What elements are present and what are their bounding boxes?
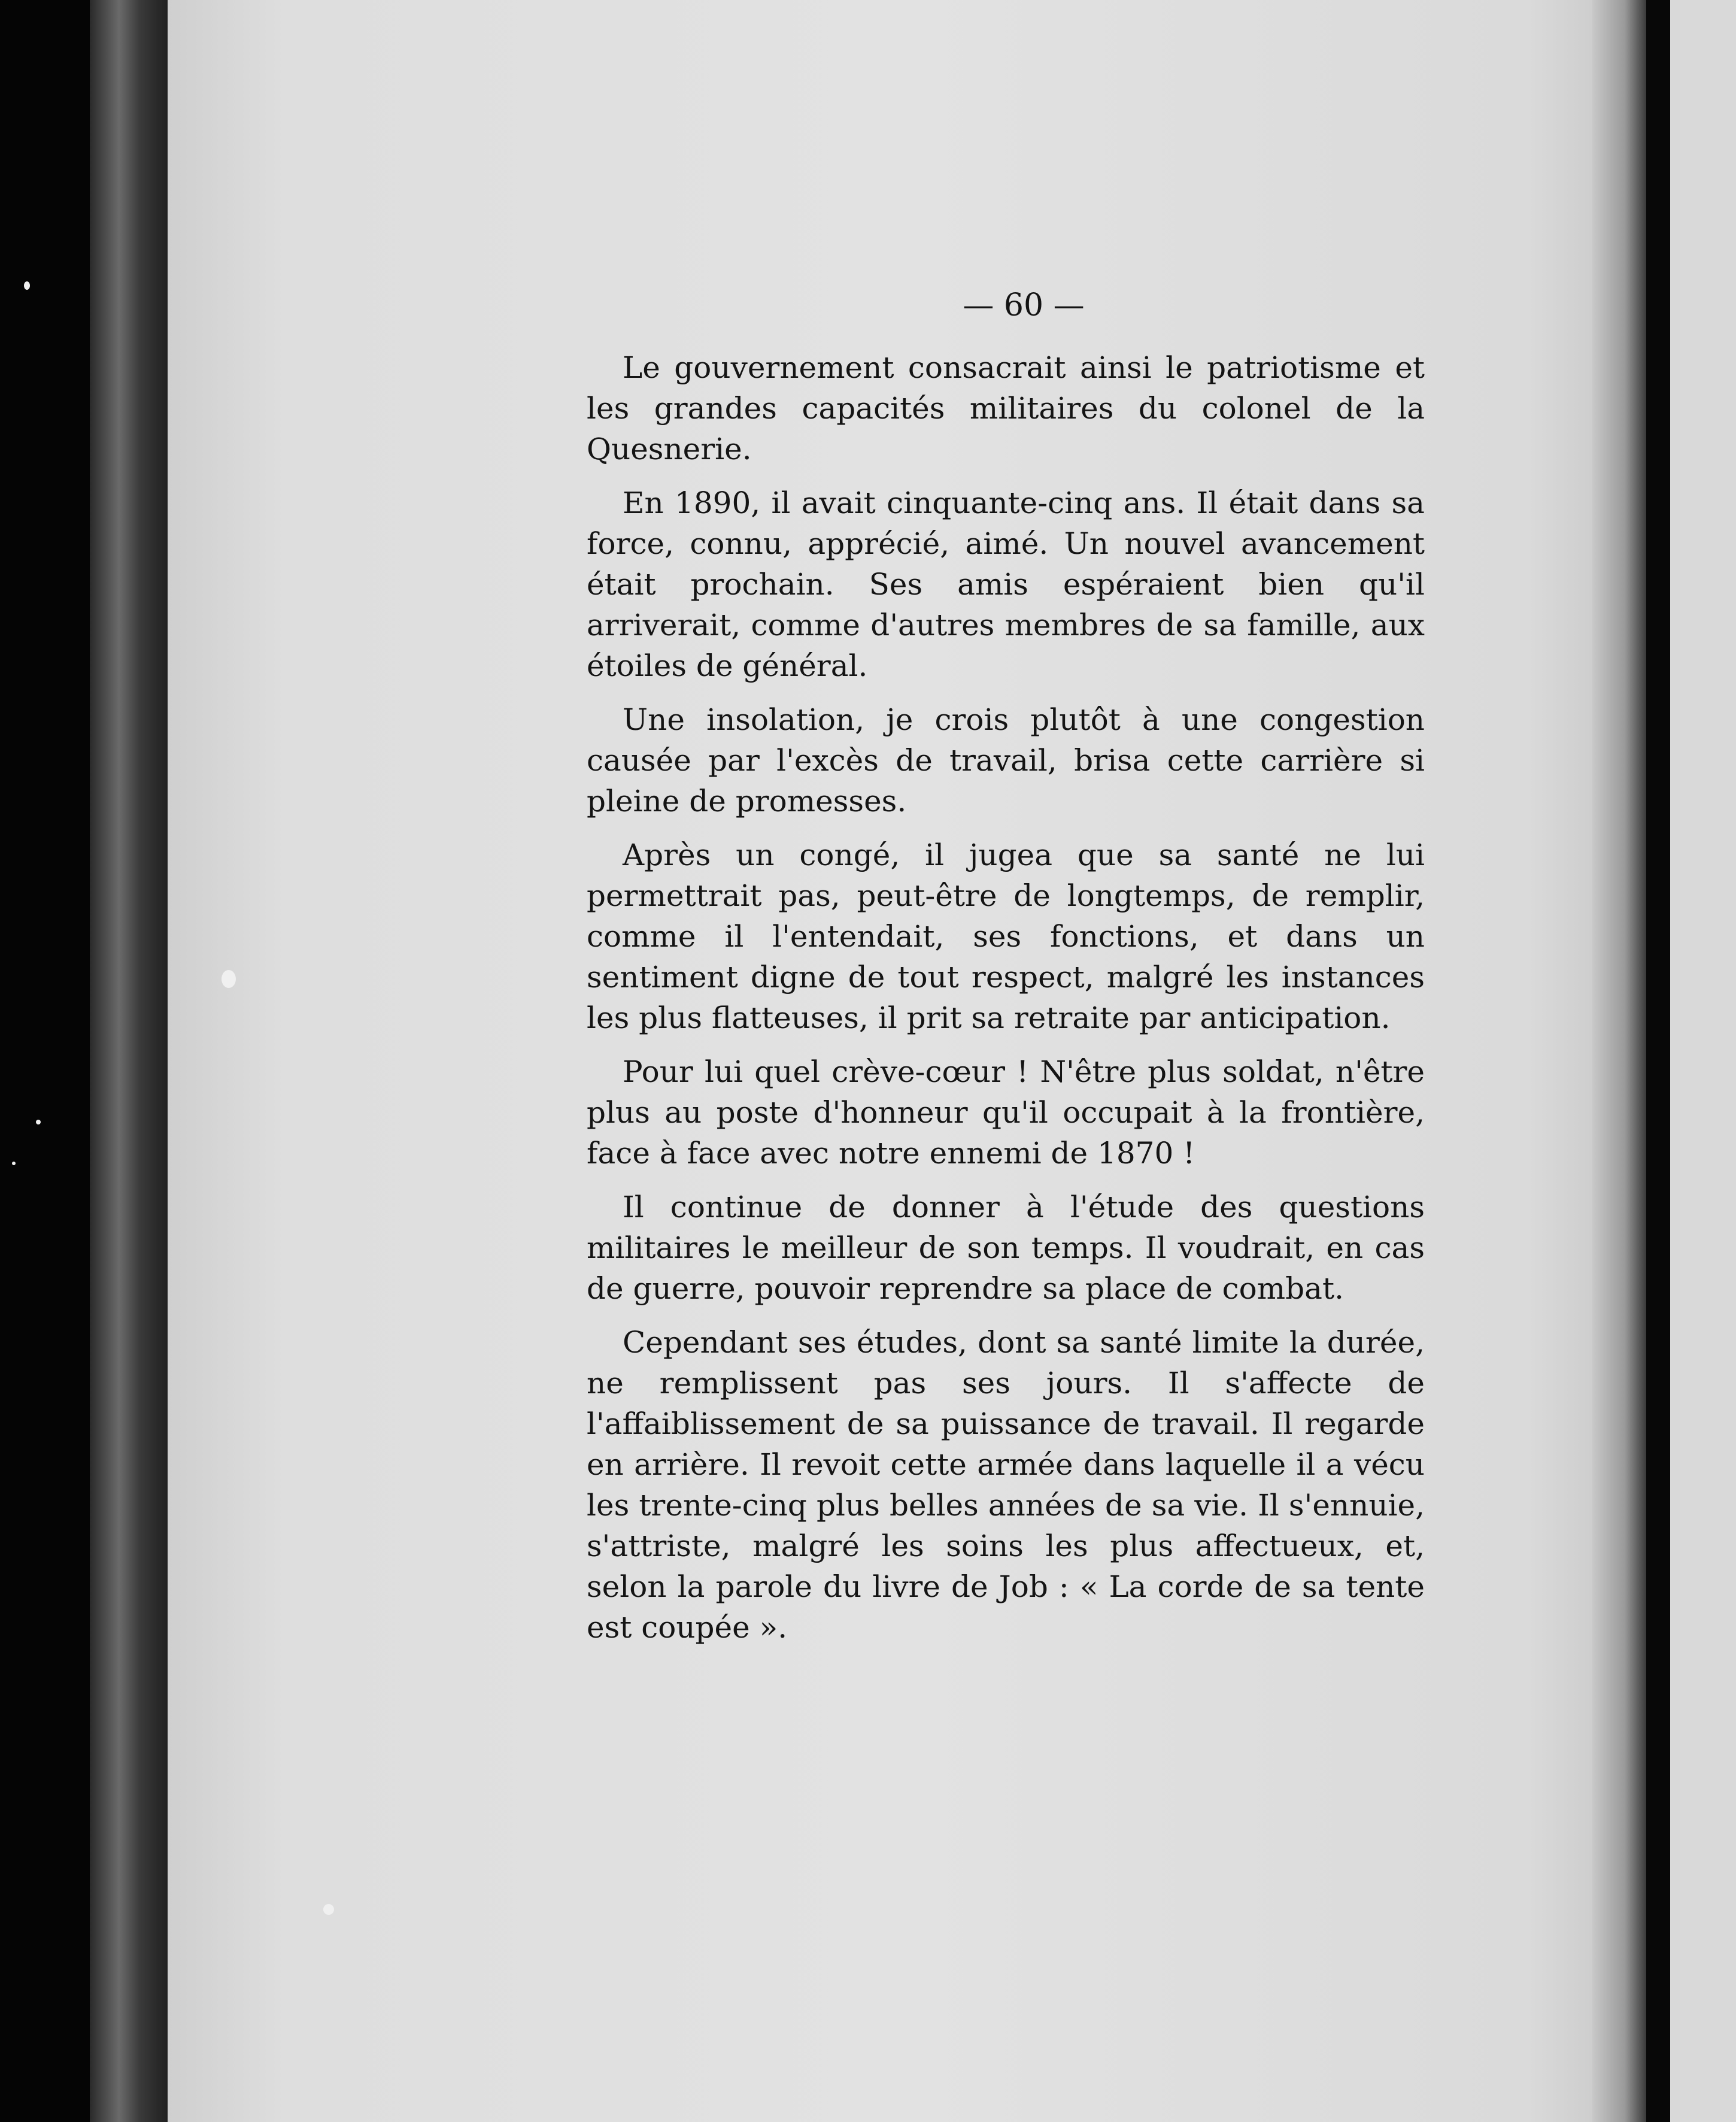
paragraph: Cependant ses études, dont sa santé limite la durée, ne remplissent pas ses jours. Il s'affecte de l'affaiblissement de sa puissance de travail. Il regarde en arrière. Il revoit cette armée dans laquelle il a vécu les trente-cinq plus belles années de sa vie. Il s'ennuie, s'attriste, malgré les soins les plus affectueux, et, selon la parole du livre de Job : « La corde de sa tente est coupée ». bbox=[587, 1325, 1425, 1645]
dust-speck bbox=[36, 1120, 41, 1124]
paragraph: Une insolation, je crois plutôt à une congestion causée par l'excès de travail, brisa cette carrière si pleine de promesses. bbox=[587, 702, 1425, 819]
book-gutter bbox=[1592, 0, 1646, 2122]
page-number: — 60 — bbox=[963, 287, 1085, 323]
body-text bbox=[587, 347, 1425, 1661]
page-stack-edge bbox=[90, 0, 174, 2122]
dust-speck bbox=[323, 1904, 334, 1915]
paragraph: Le gouvernement consacrait ainsi le patriotisme et les grandes capacités militaires du colonel de la Quesnerie. bbox=[587, 350, 1425, 466]
paragraph: Il continue de donner à l'étude des questions militaires le meilleur de son temps. Il voudrait, en cas de guerre, pouvoir reprendre sa place de combat. bbox=[587, 1190, 1425, 1306]
page-gap bbox=[1646, 0, 1670, 2122]
next-page-edge bbox=[1670, 0, 1736, 2122]
paragraph: Après un congé, il jugea que sa santé ne lui permettrait pas, peut-être de longtemps, de remplir, comme il l'entendait, ses fonctions, et dans un sentiment digne de tout respect, malgré les instances les plus flatteuses, il prit sa retraite par anticipation. bbox=[587, 838, 1425, 1035]
paragraph: En 1890, il avait cinquante-cinq ans. Il était dans sa force, connu, apprécié, aimé. Un nouvel avancement était prochain. Ses amis espéraient bien qu'il arriverait, comme d'autres membres de sa famille, aux étoiles de général. bbox=[587, 486, 1425, 683]
dust-speck bbox=[12, 1162, 16, 1165]
dust-speck bbox=[24, 281, 30, 290]
paragraph: Pour lui quel crève-cœur ! N'être plus soldat, n'être plus au poste d'honneur qu'il occupait à la frontière, face à face avec notre ennemi de 1870 ! bbox=[587, 1054, 1425, 1171]
dust-speck bbox=[221, 970, 236, 988]
